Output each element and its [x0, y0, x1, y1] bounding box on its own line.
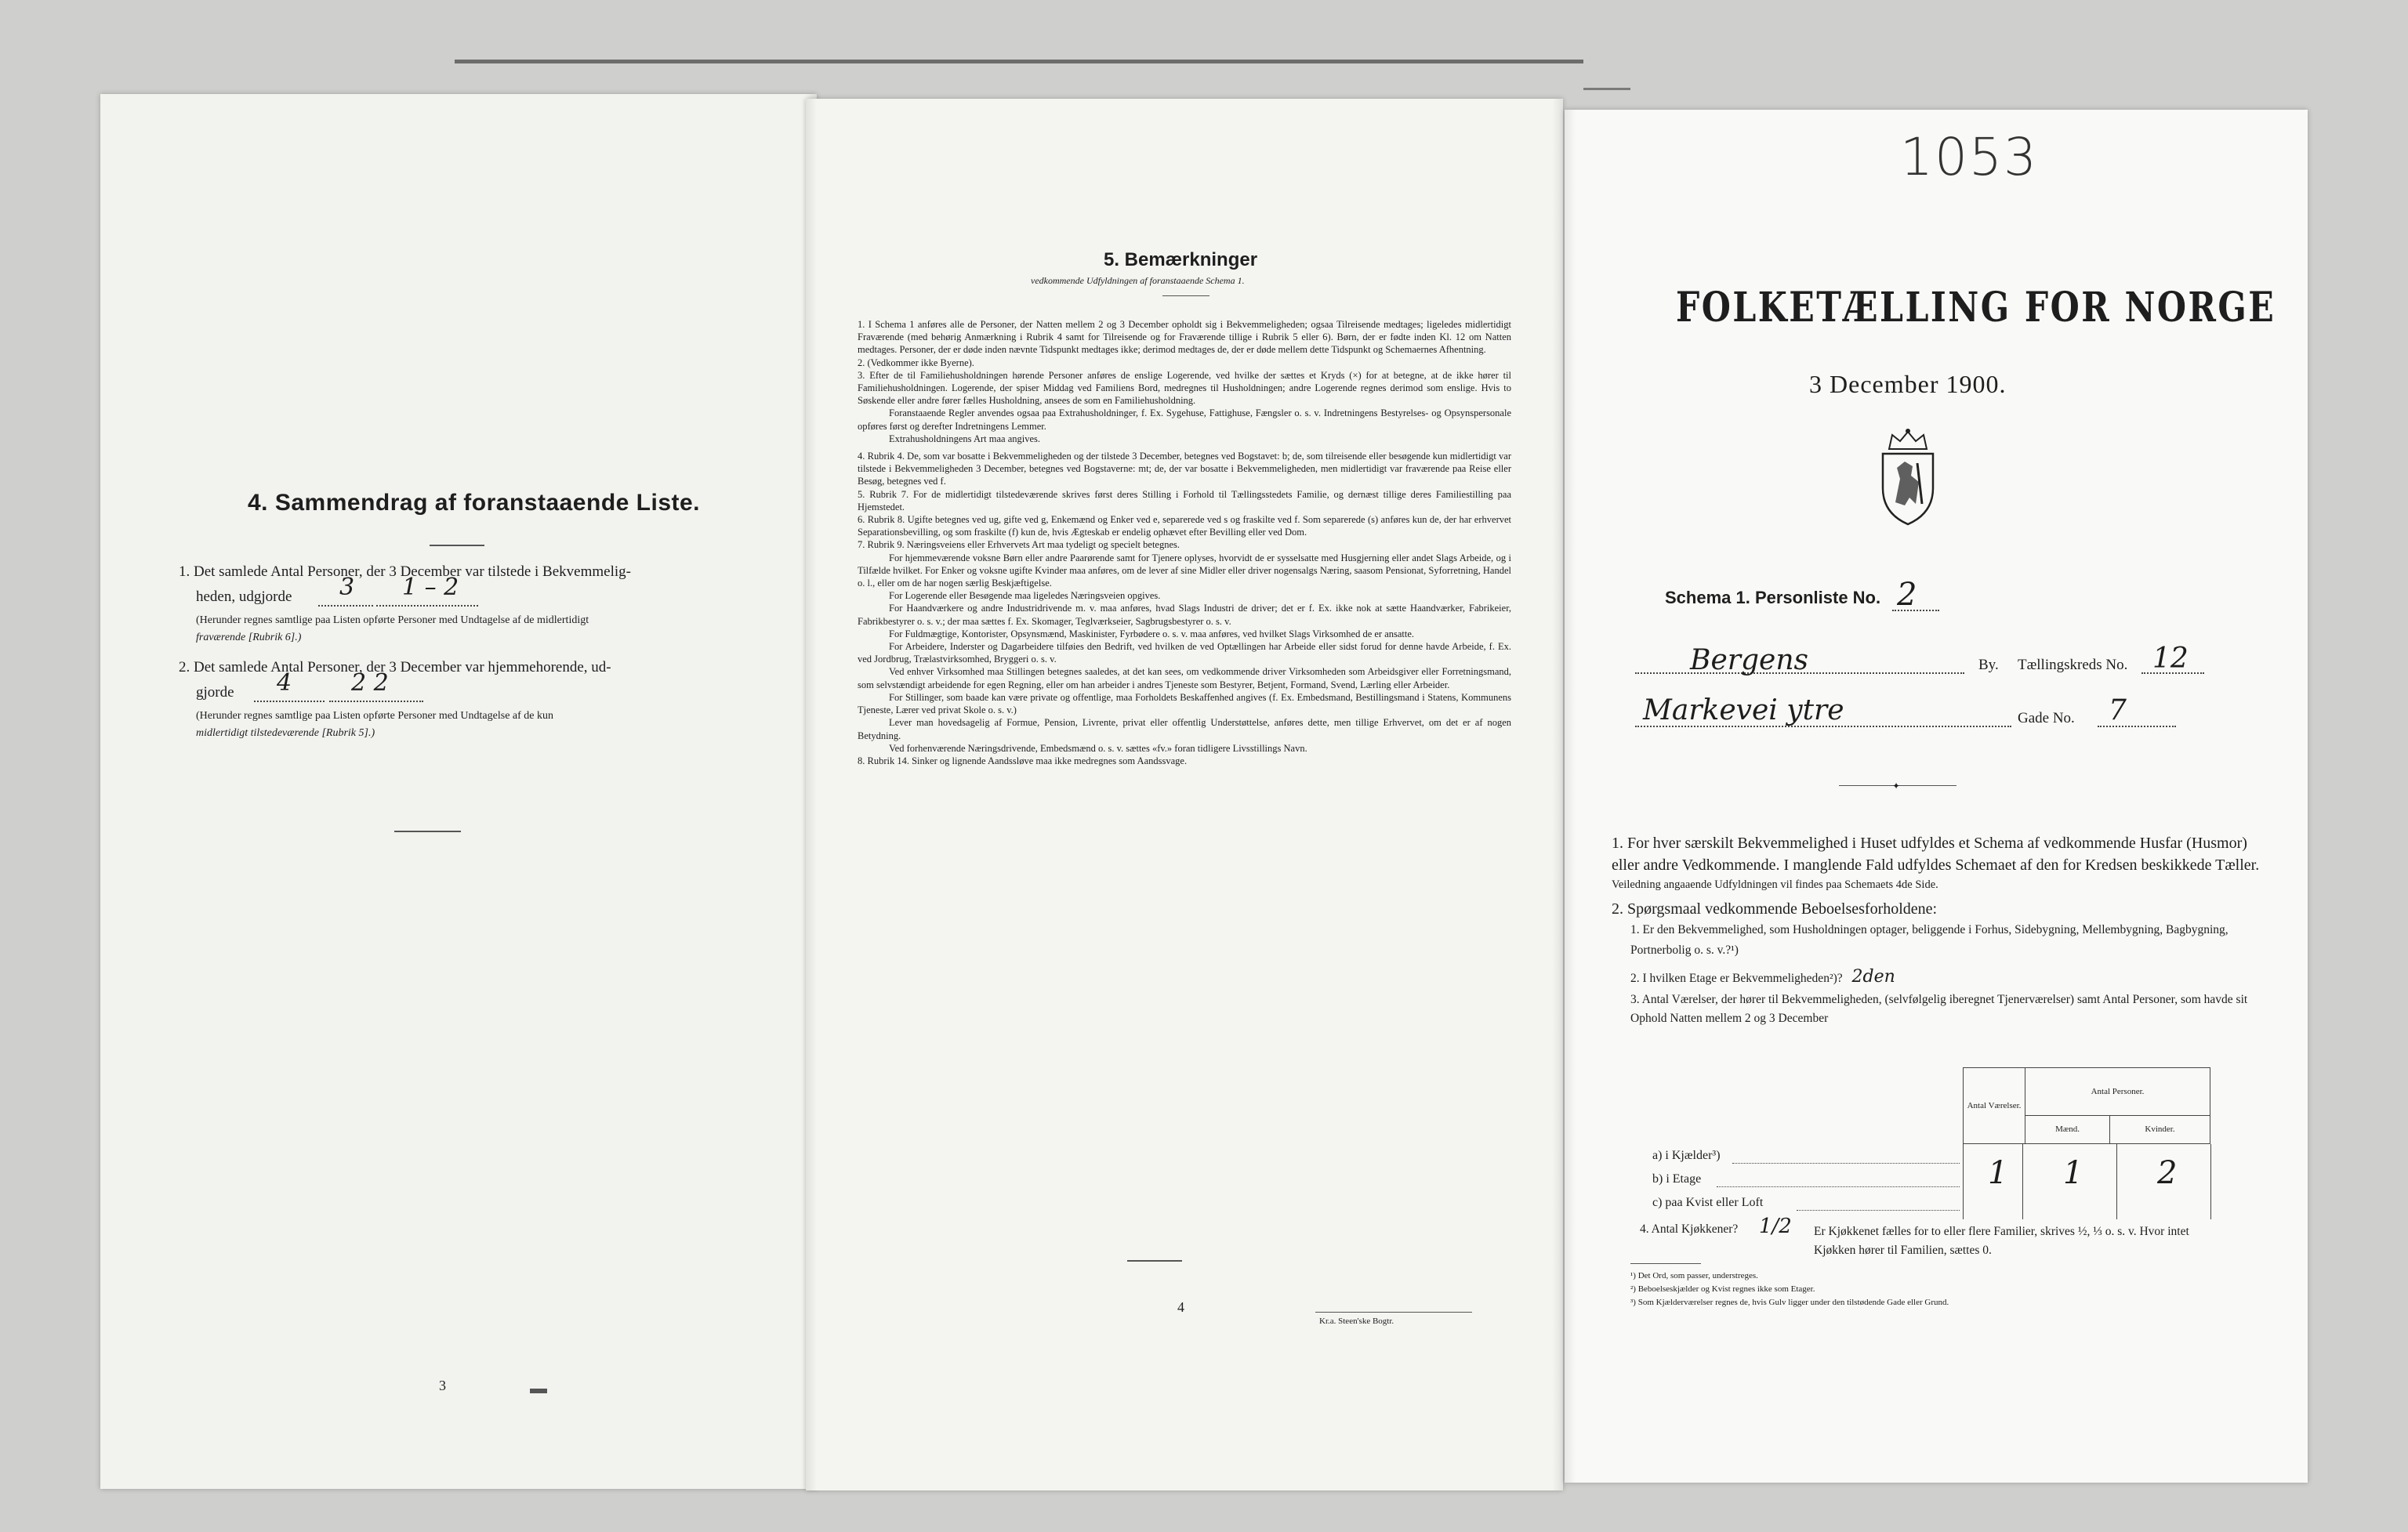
col-women-header: Kvinder. [2110, 1115, 2210, 1143]
room-count-table [1963, 1067, 2210, 1144]
heading-underline [430, 545, 484, 546]
item2-dots-b [329, 701, 423, 702]
remark-paragraph: 7. Rubrik 9. Næringsveiens eller Erhvervets Art maa tydeligt og specielt betegnes. [858, 539, 1180, 551]
remark-paragraph: Extrahusholdningens Art maa angives. [889, 433, 1041, 444]
col-persons-header: Antal Personer. [2025, 1068, 2210, 1116]
remark-paragraph: 5. Rubrik 7. For de midlertidigt tilstedeværende skrives først deres Stilling i Forhold til Tællingsstedets Familie, og dernæst tillige deres Familiestilling paa Hjemstedet. [858, 488, 1511, 512]
printer-imprint: Kr.a. Steen'ske Bogtr. [1319, 1317, 1394, 1326]
item2-note-line2: midlertidigt tilstedeværende [Rubrik 5].) [196, 727, 375, 739]
remark-paragraph: 1. I Schema 1 anføres alle de Personer, der Natten mellem 2 og 3 December opholdt sig i Bekvemmeligheden; ogsaa Tilreisende medtages; ligeledes midlertidigt Fraværende (med behørig Anmærkning i Rubrik 4 samt for Tilreisende og for Fraværende tillige i Rubrik 5 eller 6). Børn, der er fødte inden Kl. 12 om Natten medtages. Personer, der er døde inden nævnte Tidspunkt medtages ikke; derimod medtages de, der er døde mellem dette Tidspunkt og Schemaernes Afhentning. [858, 319, 1511, 356]
item1-hand-total: 3 [339, 574, 355, 601]
col-men-header: Mænd. [2025, 1115, 2110, 1143]
schema-label: Schema 1. Personliste No. [1665, 588, 1881, 607]
remark-paragraph: Ved enhver Virksomhed maa Stillingen betegnes saaledes, at det kan sees, om vedkommende driver Virksomheden som Arbeidsgiver eller Forretningsmand, som selvstændigt arbeidende for egen Regning, eller om han arbeider i andres Tjeneste som Bestyrer, Betjent, Formand, Svend, Lærling eller Arbeider. [858, 666, 1511, 690]
gade-number-hand: 7 [2109, 694, 2127, 726]
norwegian-coat-of-arms-icon [1878, 427, 1938, 526]
remarks-subheading: vedkommende Udfyldningen af foranstaaende Schema 1. [1031, 275, 1245, 286]
remark-paragraph: Ved forhenværende Næringsdrivende, Embedsmænd o. s. v. sættes «fv.» foran tidligere Livsstillings Navn. [889, 742, 1307, 754]
remarks-end-rule [1127, 1260, 1182, 1262]
page-number: 3 [439, 1378, 446, 1393]
item2-dots-a [254, 701, 325, 702]
street-hand: Markevei ytre [1643, 694, 1844, 726]
item1-dots-b [376, 605, 478, 607]
remark-paragraph: 6. Rubrik 8. Ugifte betegnes ved ug, gifte ved g, Enkemænd og Enker ved e, separerede ved s og fraskilte ved f. Som separerede (s) anføres kun de, der har erhvervet Separationsbevilling, og som fraskilte (f) kun de, hvis Ægteskab er endelig ophævet efter Bevilling eller ved Dom. [858, 514, 1511, 538]
imprint-rule [1315, 1312, 1472, 1313]
kreds-label: Tællingskreds No. [2018, 657, 2128, 673]
remarks-body [858, 318, 1511, 767]
top-edge-line [455, 60, 1583, 63]
row-a-label: a) i Kjælder³) [1652, 1149, 1721, 1162]
ornament-icon: ✦ [1892, 780, 1901, 791]
remark-paragraph: 2. (Vedkommer ikke Byerne). [858, 357, 974, 368]
ink-mark [530, 1389, 547, 1393]
item2-hand-total: 4 [277, 669, 292, 697]
footnotes [1630, 1269, 1949, 1309]
item1-note-line1: (Herunder regnes samtlige paa Listen opførte Personer med Undtagelse af de midlertidigt [196, 614, 589, 626]
item1-hand-split: 1 – 2 [402, 574, 459, 601]
section-end-rule [394, 831, 461, 832]
remark-paragraph: For Arbeidere, Inderster og Dagarbeidere tilføies den Bedrift, ved hvilken de ved Optællingen har Arbeide eller sidst forud for denne havde Arbeide, f. Ex. ved Jordbrug, Trælastvirksomhed, Bryggeri o. s. v. [858, 641, 1511, 665]
row-b-label: b) i Etage [1652, 1172, 1702, 1186]
instructions [1612, 832, 2270, 1028]
summary-heading: 4. Sammendrag af foranstaaende Liste. [248, 490, 701, 516]
page-remarks [806, 99, 1563, 1490]
top-edge-line-short [1583, 88, 1630, 90]
gade-label: Gade No. [2018, 710, 2075, 726]
gade-dots [2098, 726, 2176, 727]
question-3: 3. Antal Værelser, der hører til Bekvemmeligheden, (selvfølgelig iberegnet Tjenerværelser) samt Antal Personer, som havde sit Ophold Natten mellem 2 og 3 December [1630, 993, 2248, 1025]
remark-paragraph: 4. Rubrik 4. De, som var bosatte i Bekvemmeligheden og der tilstede 3 December, betegnes ved Bogstavet: b; de, som tilreisende eller besøgende kun midlertidigt var tilstede i Bekvemmeligheden 3 December, betegnes ved Bogstaverne: mt; de, der var bosatte i Bekvemmeligheden, men midlertidigt var fraværende paa Reise eller Besøg, betegnes ved f. [858, 451, 1511, 487]
instruction-1: 1. For hver særskilt Bekvemmelighed i Huset udfyldes et Schema af vedkommende Husfar (Husmor) eller andre Vedkommende. I manglende Fald udfyldes Schemaet af den for Kredsen beskikkede Tæller. [1612, 835, 2260, 874]
schema-dots [1892, 610, 1939, 611]
men-b-hand: 1 [2063, 1155, 2083, 1191]
remark-paragraph: Foranstaaende Regler anvendes ogsaa paa Extrahusholdninger, f. Ex. Sygehuse, Fattighuse, Fængsler o. s. v. Indretningens Bestyrelses- og Opsynspersonale opføres først og derefter Indretningens Lemmer. [858, 407, 1511, 432]
rooms-b-hand: 1 [1988, 1155, 2008, 1191]
kreds-number-hand: 12 [2152, 643, 2189, 675]
remark-paragraph: 8. Rubrik 14. Sinker og lignende Aandssløve maa ikke medregnes som Aandssvage. [858, 755, 1188, 766]
item2-hand-split: 2 2 [351, 669, 389, 697]
instruction-2: 2. Spørgsmaal vedkommende Beboelsesforholdene: [1612, 900, 1938, 918]
instruction-1-note: Veiledning angaaende Udfyldningen vil findes paa Schemaets 4de Side. [1612, 878, 1938, 891]
item1-note-line2: fraværende [Rubrik 6].) [196, 632, 302, 643]
page-number: 4 [1177, 1299, 1184, 1315]
question-4-label: 4. Antal Kjøkkener? [1640, 1222, 1739, 1236]
remark-paragraph: Lever man hovedsagelig af Formue, Pension, Livrente, privat eller offentlig Understøttelse, anføres dette, men tillige Erhvervet, om det er af nogen Betydning. [858, 717, 1511, 741]
form-title: FOLKETÆLLING FOR NORGE [1676, 284, 2276, 331]
question-4-hand: 1/2 [1759, 1215, 1792, 1238]
footnote: ³) Som Kjælderværelser regnes de, hvis Gulv ligger under den tilstødende Gade eller Grund. [1630, 1298, 1949, 1307]
archive-stamp-number: 1053 [1900, 127, 2038, 187]
question-2-text: 2. I hvilken Etage er Bekvemmeligheden²)? [1630, 972, 1843, 985]
remark-paragraph: For Haandværkere og andre Industridrivende m. v. maa anføres, hvad Slags Industri de driver; det er f. Ex. ikke nok at sætte Haandværker, Fabrikeier, Fabrikbestyrer o. s. v.; der maa sættes f. Ex. Skomager, Teglværkseier, Sagbrugsbestyrer o. s. v. [858, 603, 1511, 627]
item1-line2: heden, udgjorde [196, 589, 292, 605]
personliste-number-hand: 2 [1897, 577, 1917, 613]
page-title-sheet [1565, 110, 2308, 1483]
page-summary [100, 94, 817, 1489]
item2-note-line1: (Herunder regnes samtlige paa Listen opførte Personer med Undtagelse af de kun [196, 710, 554, 722]
remark-paragraph: For hjemmeværende voksne Børn eller andre Paarørende samt for Tjenere oplyses, hvorvidt de er sysselsatte med Husgjerning eller andet Slags Arbeide, og i Tilfælde hvilket. For Enker og voksne ugifte Kvinder maa anføres, om de lever af sine Midler eller driver nogensalgs Næring, saasom Pensionat, Syforretning, Handel o. l., eller om de har nogen særlig Beskjæftigelse. [858, 552, 1511, 589]
question-2 [1612, 969, 2270, 987]
question-2-hand: 2den [1851, 967, 1895, 987]
remark-paragraph: For Fuldmægtige, Kontorister, Opsynsmænd, Maskinister, Fyrbødere o. s. v. maa anføres, ved hvilket Slags Virksomhed de er ansatte. [889, 628, 1415, 639]
footnote: ²) Beboelseskjælder og Kvist regnes ikke som Etager. [1630, 1284, 1815, 1294]
by-label: By. [1978, 657, 1999, 673]
subheading-rule [1162, 295, 1209, 296]
census-date: 3 December 1900. [1809, 370, 2007, 398]
city-hand: Bergens [1690, 644, 1808, 676]
question-1: 1. Er den Bekvemmelighed, som Husholdningen optager, beliggende i Forhus, Sidebygning, Mellembygning, Bagbygning, Portnerbolig o. s. v.?¹) [1630, 923, 2228, 957]
remark-paragraph: For Stillinger, som baade kan være private og offentlige, maa Forholdets Beskaffenhed angives (f. Ex. Embedsmand, Bestillingsmand i Statens, Kommunens Tjeneste, Lærer ved privat Skole o. s. v.) [858, 691, 1511, 716]
remark-paragraph: For Logerende eller Besøgende maa ligeledes Næringsveien opgives. [889, 590, 1161, 602]
item1-dots-a [318, 605, 373, 607]
item2-line2: gjorde [196, 684, 234, 701]
question-4-text: Er Kjøkkenet fælles for to eller flere Familier, skrives ½, ⅓ o. s. v. Hvor intet Kjøkken hører til Familien, sættes 0. [1814, 1225, 2189, 1257]
remarks-heading: 5. Bemærkninger [1104, 249, 1258, 270]
row-c-label: c) paa Kvist eller Loft [1652, 1196, 1764, 1209]
women-b-hand: 2 [2157, 1155, 2178, 1191]
item2-line1: 2. Det samlede Antal Personer, der 3 December var hjemmehorende, ud- [179, 659, 611, 675]
col-rooms-header: Antal Værelser. [1964, 1068, 2025, 1144]
footnote: ¹) Det Ord, som passer, understreges. [1630, 1271, 1758, 1280]
item1-line1: 1. Det samlede Antal Personer, der 3 December var tilstede i Bekvemmelig- [179, 563, 631, 580]
remark-paragraph: 3. Efter de til Familiehusholdningen hørende Personer anføres de enslige Logerende, ved hvilke der sættes et Kryds (×) for at betegne, at de ikke hører til Familiehusholdningen. Logerende, der spiser Middag ved Familiens Bord, medregnes til Husholdningen; andre Logerende regnes derimod som enslige. Hvis to Søskende eller andre fører fælles Husholdning, ansees de som en Familiehusholdning. [858, 369, 1511, 407]
kreds-dots [2141, 672, 2204, 674]
